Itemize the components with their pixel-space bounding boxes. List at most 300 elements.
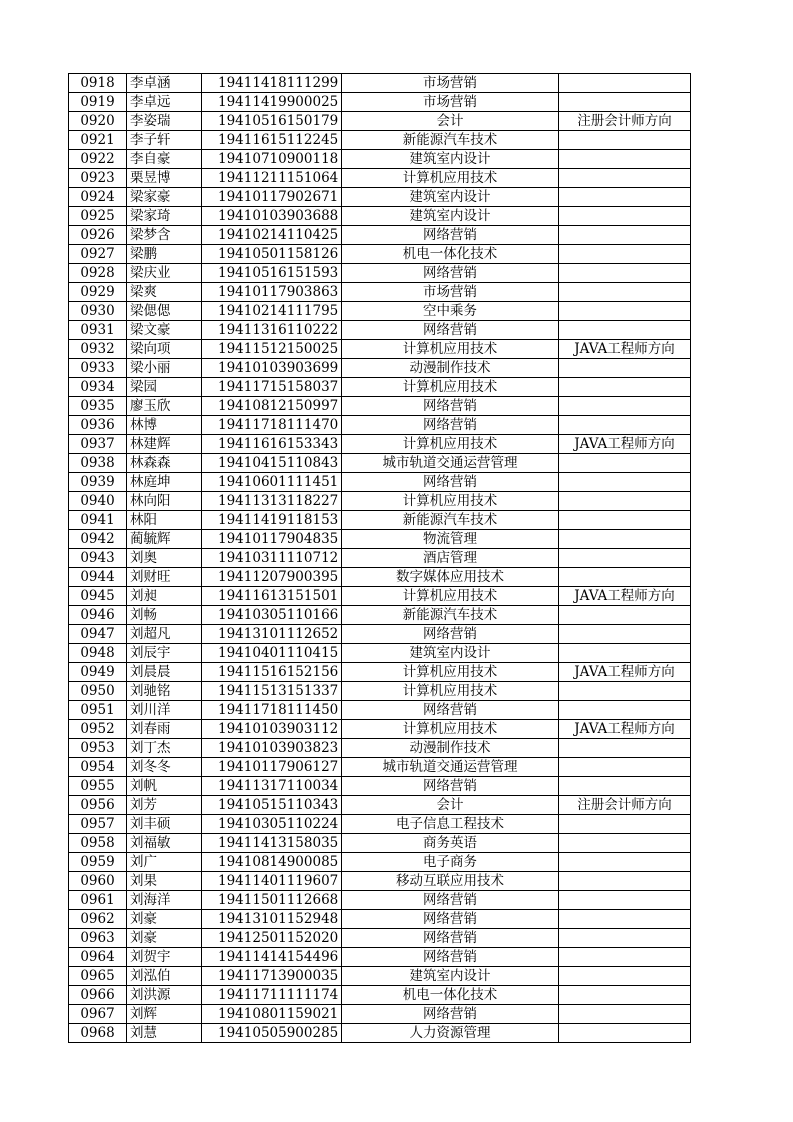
student-name-cell: 刘畅 (127, 606, 202, 625)
student-id-cell: 19413101152948 (202, 910, 342, 929)
student-name-cell: 刘福敏 (127, 834, 202, 853)
student-id-cell: 19410117904835 (202, 530, 342, 549)
student-name-cell: 梁文豪 (127, 321, 202, 340)
student-number-cell: 0959 (69, 853, 127, 872)
direction-cell: JAVA工程师方向 (559, 340, 691, 359)
student-number-cell: 0939 (69, 473, 127, 492)
major-cell: 空中乘务 (342, 302, 559, 321)
table-row (69, 663, 691, 682)
student-name-cell: 梁向项 (127, 340, 202, 359)
student-name-cell: 梁小丽 (127, 359, 202, 378)
major-cell: 计算机应用技术 (342, 378, 559, 397)
student-name-cell: 林向阳 (127, 492, 202, 511)
student-number-cell: 0957 (69, 815, 127, 834)
major-cell: 计算机应用技术 (342, 663, 559, 682)
table-row (69, 587, 691, 606)
direction-cell (559, 758, 691, 777)
direction-cell (559, 625, 691, 644)
table-row (69, 340, 691, 359)
student-number-cell: 0930 (69, 302, 127, 321)
direction-cell (559, 815, 691, 834)
direction-cell (559, 682, 691, 701)
direction-cell (559, 777, 691, 796)
student-name-cell: 梁偲偲 (127, 302, 202, 321)
major-cell: 计算机应用技术 (342, 340, 559, 359)
table-row (69, 131, 691, 150)
student-id-cell: 19411414154496 (202, 948, 342, 967)
student-number-cell: 0938 (69, 454, 127, 473)
direction-cell: JAVA工程师方向 (559, 587, 691, 606)
direction-cell (559, 568, 691, 587)
student-name-cell: 梁爽 (127, 283, 202, 302)
direction-cell (559, 701, 691, 720)
direction-cell: 注册会计师方向 (559, 112, 691, 131)
student-id-cell: 19411501112668 (202, 891, 342, 910)
student-number-cell: 0964 (69, 948, 127, 967)
student-id-cell: 19411513151337 (202, 682, 342, 701)
student-name-cell: 刘奥 (127, 549, 202, 568)
student-number-cell: 0925 (69, 207, 127, 226)
table-row (69, 758, 691, 777)
student-number-cell: 0954 (69, 758, 127, 777)
student-number-cell: 0940 (69, 492, 127, 511)
student-id-cell: 19410117903863 (202, 283, 342, 302)
direction-cell (559, 74, 691, 93)
table-row (69, 701, 691, 720)
direction-cell (559, 492, 691, 511)
table-row (69, 720, 691, 739)
student-id-cell: 19410214110425 (202, 226, 342, 245)
student-number-cell: 0947 (69, 625, 127, 644)
student-number-cell: 0953 (69, 739, 127, 758)
major-cell: 数字媒体应用技术 (342, 568, 559, 587)
student-number-cell: 0968 (69, 1024, 127, 1043)
major-cell: 建筑室内设计 (342, 207, 559, 226)
major-cell: 新能源汽车技术 (342, 511, 559, 530)
table-row (69, 245, 691, 264)
direction-cell (559, 378, 691, 397)
direction-cell (559, 967, 691, 986)
table-row (69, 188, 691, 207)
major-cell: 新能源汽车技术 (342, 606, 559, 625)
major-cell: 物流管理 (342, 530, 559, 549)
student-name-cell: 刘丰硕 (127, 815, 202, 834)
direction-cell (559, 739, 691, 758)
student-id-cell: 19410214111795 (202, 302, 342, 321)
major-cell: 建筑室内设计 (342, 188, 559, 207)
major-cell: 电子商务 (342, 853, 559, 872)
major-cell: 网络营销 (342, 910, 559, 929)
table-row (69, 112, 691, 131)
student-name-cell: 刘泓伯 (127, 967, 202, 986)
table-row (69, 568, 691, 587)
student-name-cell: 林建辉 (127, 435, 202, 454)
table-row (69, 378, 691, 397)
student-number-cell: 0927 (69, 245, 127, 264)
direction-cell (559, 397, 691, 416)
major-cell: 网络营销 (342, 777, 559, 796)
table-row (69, 492, 691, 511)
major-cell: 计算机应用技术 (342, 720, 559, 739)
table-row (69, 1005, 691, 1024)
student-name-cell: 刘广 (127, 853, 202, 872)
direction-cell (559, 644, 691, 663)
student-id-cell: 19410103903699 (202, 359, 342, 378)
student-number-cell: 0963 (69, 929, 127, 948)
table-row (69, 150, 691, 169)
major-cell: 机电一体化技术 (342, 245, 559, 264)
student-id-cell: 19410812150997 (202, 397, 342, 416)
student-id-cell: 19410516150179 (202, 112, 342, 131)
student-number-cell: 0956 (69, 796, 127, 815)
table-row (69, 454, 691, 473)
table-row (69, 530, 691, 549)
direction-cell (559, 834, 691, 853)
table-row (69, 93, 691, 112)
major-cell: 建筑室内设计 (342, 644, 559, 663)
direction-cell (559, 853, 691, 872)
student-id-cell: 19411401119607 (202, 872, 342, 891)
student-name-cell: 梁园 (127, 378, 202, 397)
student-id-cell: 19410601111451 (202, 473, 342, 492)
student-id-cell: 19410117906127 (202, 758, 342, 777)
major-cell: 网络营销 (342, 701, 559, 720)
student-id-cell: 19410505900285 (202, 1024, 342, 1043)
major-cell: 动漫制作技术 (342, 359, 559, 378)
student-number-cell: 0946 (69, 606, 127, 625)
student-id-cell: 19411316110222 (202, 321, 342, 340)
major-cell: 酒店管理 (342, 549, 559, 568)
student-id-cell: 19410103903688 (202, 207, 342, 226)
direction-cell (559, 929, 691, 948)
student-id-cell: 19410501158126 (202, 245, 342, 264)
student-number-cell: 0952 (69, 720, 127, 739)
direction-cell (559, 454, 691, 473)
student-name-cell: 梁鹏 (127, 245, 202, 264)
direction-cell (559, 207, 691, 226)
student-name-cell: 刘芳 (127, 796, 202, 815)
student-number-cell: 0967 (69, 1005, 127, 1024)
direction-cell (559, 302, 691, 321)
student-number-cell: 0936 (69, 416, 127, 435)
direction-cell: JAVA工程师方向 (559, 663, 691, 682)
major-cell: 城市轨道交通运营管理 (342, 454, 559, 473)
student-id-cell: 19410516151593 (202, 264, 342, 283)
student-id-cell: 19411418111299 (202, 74, 342, 93)
direction-cell (559, 891, 691, 910)
student-number-cell: 0928 (69, 264, 127, 283)
direction-cell (559, 606, 691, 625)
table-row (69, 416, 691, 435)
table-row (69, 815, 691, 834)
student-name-cell: 林阳 (127, 511, 202, 530)
table-row (69, 207, 691, 226)
direction-cell (559, 169, 691, 188)
student-name-cell: 刘昶 (127, 587, 202, 606)
student-number-cell: 0951 (69, 701, 127, 720)
student-id-cell: 19411715158037 (202, 378, 342, 397)
student-id-cell: 19411211151064 (202, 169, 342, 188)
student-name-cell: 刘洪源 (127, 986, 202, 1005)
direction-cell (559, 264, 691, 283)
student-number-cell: 0960 (69, 872, 127, 891)
student-name-cell: 刘冬冬 (127, 758, 202, 777)
student-name-cell: 刘川洋 (127, 701, 202, 720)
major-cell: 城市轨道交通运营管理 (342, 758, 559, 777)
student-number-cell: 0950 (69, 682, 127, 701)
major-cell: 商务英语 (342, 834, 559, 853)
direction-cell (559, 131, 691, 150)
student-id-cell: 19411616153343 (202, 435, 342, 454)
major-cell: 电子信息工程技术 (342, 815, 559, 834)
major-cell: 网络营销 (342, 929, 559, 948)
direction-cell: JAVA工程师方向 (559, 720, 691, 739)
table-row (69, 264, 691, 283)
table-row (69, 682, 691, 701)
roster-body (69, 74, 691, 1043)
student-name-cell: 刘丁杰 (127, 739, 202, 758)
student-id-cell: 19410515110343 (202, 796, 342, 815)
direction-cell (559, 359, 691, 378)
student-name-cell: 李卓涵 (127, 74, 202, 93)
student-number-cell: 0962 (69, 910, 127, 929)
table-row (69, 853, 691, 872)
student-name-cell: 刘春雨 (127, 720, 202, 739)
direction-cell (559, 549, 691, 568)
direction-cell (559, 321, 691, 340)
major-cell: 网络营销 (342, 1005, 559, 1024)
student-number-cell: 0965 (69, 967, 127, 986)
direction-cell (559, 872, 691, 891)
student-number-cell: 0931 (69, 321, 127, 340)
student-number-cell: 0949 (69, 663, 127, 682)
student-name-cell: 李自豪 (127, 150, 202, 169)
student-number-cell: 0923 (69, 169, 127, 188)
student-id-cell: 19411313118227 (202, 492, 342, 511)
student-name-cell: 刘超凡 (127, 625, 202, 644)
student-id-cell: 19412501152020 (202, 929, 342, 948)
major-cell: 网络营销 (342, 226, 559, 245)
table-row (69, 967, 691, 986)
direction-cell (559, 910, 691, 929)
student-name-cell: 林庭坤 (127, 473, 202, 492)
major-cell: 网络营销 (342, 416, 559, 435)
table-row (69, 644, 691, 663)
direction-cell: 注册会计师方向 (559, 796, 691, 815)
major-cell: 计算机应用技术 (342, 587, 559, 606)
table-row (69, 302, 691, 321)
student-id-cell: 19411419118153 (202, 511, 342, 530)
student-number-cell: 0935 (69, 397, 127, 416)
student-number-cell: 0955 (69, 777, 127, 796)
student-number-cell: 0937 (69, 435, 127, 454)
student-name-cell: 栗昱博 (127, 169, 202, 188)
table-row (69, 74, 691, 93)
student-id-cell: 19410401110415 (202, 644, 342, 663)
table-row (69, 226, 691, 245)
direction-cell (559, 948, 691, 967)
student-id-cell: 19411718111450 (202, 701, 342, 720)
table-row (69, 283, 691, 302)
student-number-cell: 0932 (69, 340, 127, 359)
student-name-cell: 梁庆业 (127, 264, 202, 283)
major-cell: 移动互联应用技术 (342, 872, 559, 891)
student-id-cell: 19411718111470 (202, 416, 342, 435)
student-name-cell: 李卓远 (127, 93, 202, 112)
student-id-cell: 19411207900395 (202, 568, 342, 587)
table-row (69, 169, 691, 188)
direction-cell (559, 530, 691, 549)
student-name-cell: 刘帆 (127, 777, 202, 796)
student-id-cell: 19410305110166 (202, 606, 342, 625)
major-cell: 动漫制作技术 (342, 739, 559, 758)
student-id-cell: 19411711111174 (202, 986, 342, 1005)
major-cell: 网络营销 (342, 264, 559, 283)
student-name-cell: 刘驰铭 (127, 682, 202, 701)
direction-cell (559, 1024, 691, 1043)
student-name-cell: 刘豪 (127, 929, 202, 948)
major-cell: 计算机应用技术 (342, 435, 559, 454)
direction-cell (559, 93, 691, 112)
major-cell: 计算机应用技术 (342, 492, 559, 511)
student-name-cell: 刘慧 (127, 1024, 202, 1043)
student-name-cell: 蔺毓辉 (127, 530, 202, 549)
table-row (69, 872, 691, 891)
table-row (69, 473, 691, 492)
table-row (69, 321, 691, 340)
table-row (69, 606, 691, 625)
direction-cell (559, 473, 691, 492)
student-id-cell: 19411516152156 (202, 663, 342, 682)
student-id-cell: 19411419900025 (202, 93, 342, 112)
student-number-cell: 0966 (69, 986, 127, 1005)
major-cell: 新能源汽车技术 (342, 131, 559, 150)
student-name-cell: 李姿瑞 (127, 112, 202, 131)
major-cell: 网络营销 (342, 397, 559, 416)
student-name-cell: 梁家琦 (127, 207, 202, 226)
table-row (69, 511, 691, 530)
student-name-cell: 梁梦含 (127, 226, 202, 245)
table-row (69, 1024, 691, 1043)
student-name-cell: 李子轩 (127, 131, 202, 150)
table-row (69, 834, 691, 853)
student-number-cell: 0924 (69, 188, 127, 207)
table-row (69, 397, 691, 416)
student-id-cell: 19410305110224 (202, 815, 342, 834)
student-id-cell: 19411615112245 (202, 131, 342, 150)
student-id-cell: 19413101112652 (202, 625, 342, 644)
student-number-cell: 0941 (69, 511, 127, 530)
student-id-cell: 19410710900118 (202, 150, 342, 169)
major-cell: 网络营销 (342, 625, 559, 644)
student-name-cell: 刘豪 (127, 910, 202, 929)
student-name-cell: 刘晨晨 (127, 663, 202, 682)
student-name-cell: 刘贺宇 (127, 948, 202, 967)
major-cell: 机电一体化技术 (342, 986, 559, 1005)
student-name-cell: 林博 (127, 416, 202, 435)
major-cell: 建筑室内设计 (342, 967, 559, 986)
student-number-cell: 0929 (69, 283, 127, 302)
direction-cell (559, 986, 691, 1005)
student-id-cell: 19410814900085 (202, 853, 342, 872)
student-name-cell: 刘辉 (127, 1005, 202, 1024)
student-id-cell: 19411317110034 (202, 777, 342, 796)
student-id-cell: 19410103903112 (202, 720, 342, 739)
student-number-cell: 0943 (69, 549, 127, 568)
major-cell: 建筑室内设计 (342, 150, 559, 169)
major-cell: 网络营销 (342, 891, 559, 910)
student-id-cell: 19410801159021 (202, 1005, 342, 1024)
student-number-cell: 0958 (69, 834, 127, 853)
direction-cell (559, 416, 691, 435)
student-id-cell: 19411613151501 (202, 587, 342, 606)
student-id-cell: 19410311110712 (202, 549, 342, 568)
direction-cell (559, 150, 691, 169)
student-number-cell: 0944 (69, 568, 127, 587)
student-id-cell: 19411713900035 (202, 967, 342, 986)
major-cell: 人力资源管理 (342, 1024, 559, 1043)
major-cell: 会计 (342, 112, 559, 131)
student-number-cell: 0948 (69, 644, 127, 663)
student-number-cell: 0922 (69, 150, 127, 169)
direction-cell (559, 511, 691, 530)
major-cell: 网络营销 (342, 321, 559, 340)
student-number-cell: 0919 (69, 93, 127, 112)
student-name-cell: 林森森 (127, 454, 202, 473)
student-number-cell: 0918 (69, 74, 127, 93)
table-row (69, 777, 691, 796)
major-cell: 计算机应用技术 (342, 169, 559, 188)
student-number-cell: 0934 (69, 378, 127, 397)
student-number-cell: 0942 (69, 530, 127, 549)
student-number-cell: 0945 (69, 587, 127, 606)
student-number-cell: 0920 (69, 112, 127, 131)
table-row (69, 948, 691, 967)
student-name-cell: 梁家豪 (127, 188, 202, 207)
student-id-cell: 19410415110843 (202, 454, 342, 473)
major-cell: 市场营销 (342, 93, 559, 112)
student-name-cell: 刘果 (127, 872, 202, 891)
student-id-cell: 19411413158035 (202, 834, 342, 853)
direction-cell (559, 245, 691, 264)
student-name-cell: 刘辰宇 (127, 644, 202, 663)
table-row (69, 739, 691, 758)
direction-cell (559, 283, 691, 302)
table-row (69, 891, 691, 910)
direction-cell (559, 226, 691, 245)
student-number-cell: 0933 (69, 359, 127, 378)
major-cell: 网络营销 (342, 473, 559, 492)
major-cell: 会计 (342, 796, 559, 815)
major-cell: 市场营销 (342, 74, 559, 93)
direction-cell (559, 188, 691, 207)
student-name-cell: 刘财旺 (127, 568, 202, 587)
direction-cell: JAVA工程师方向 (559, 435, 691, 454)
major-cell: 网络营销 (342, 948, 559, 967)
student-id-cell: 19410117902671 (202, 188, 342, 207)
student-roster-table (68, 73, 691, 1043)
student-id-cell: 19410103903823 (202, 739, 342, 758)
table-row (69, 435, 691, 454)
student-name-cell: 廖玉欣 (127, 397, 202, 416)
student-number-cell: 0921 (69, 131, 127, 150)
table-row (69, 796, 691, 815)
table-row (69, 929, 691, 948)
table-row (69, 359, 691, 378)
table-row (69, 549, 691, 568)
student-number-cell: 0961 (69, 891, 127, 910)
direction-cell (559, 1005, 691, 1024)
